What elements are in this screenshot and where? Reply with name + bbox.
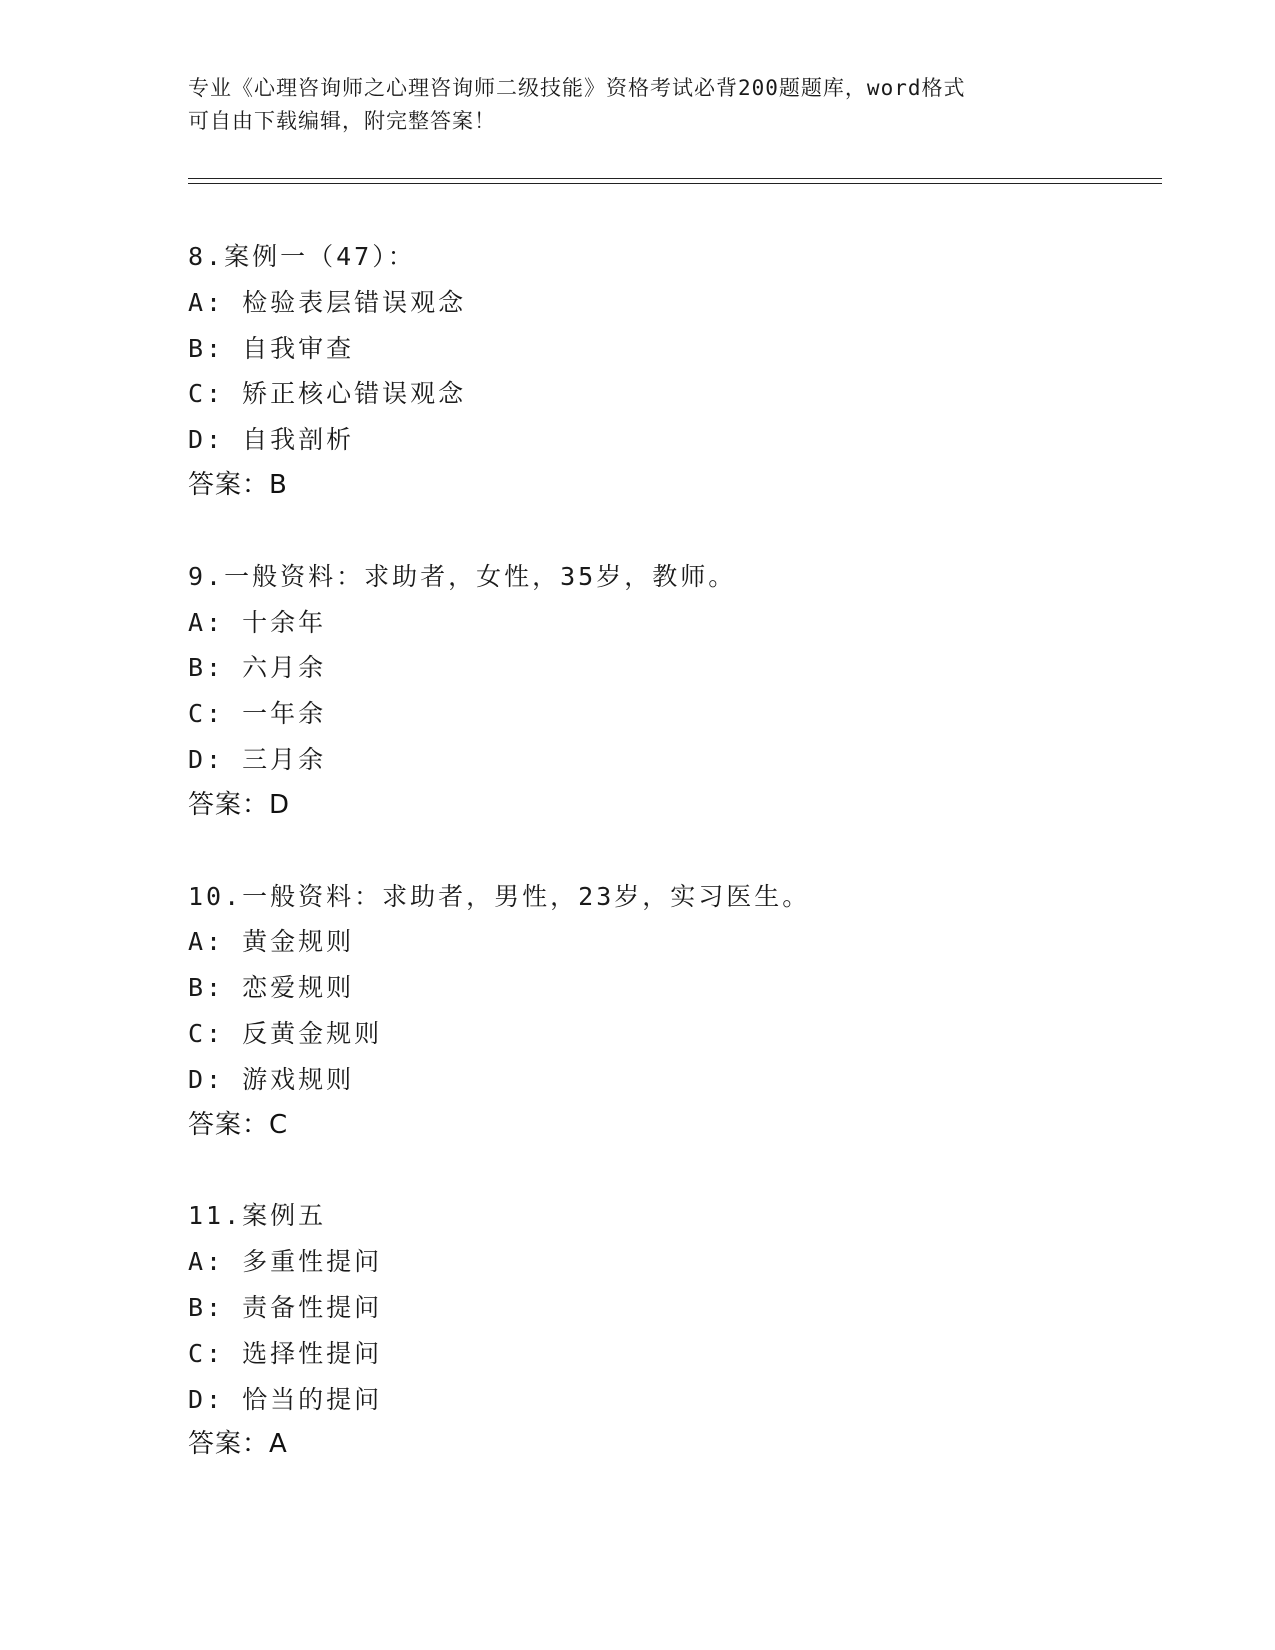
header-divider-top xyxy=(188,178,1162,179)
option-text: 矫正核心错误观念 xyxy=(242,379,467,409)
option-text: 游戏规则 xyxy=(242,1064,355,1094)
question-list xyxy=(188,234,1138,1513)
option-c xyxy=(188,691,1138,737)
question-item xyxy=(188,1193,1138,1468)
option-c xyxy=(188,1331,1138,1377)
option-key: A: xyxy=(188,1247,225,1277)
document-header xyxy=(188,72,1088,138)
option-b xyxy=(188,1285,1138,1331)
option-key: A: xyxy=(188,927,225,957)
option-text: 选择性提问 xyxy=(242,1338,383,1368)
option-key: D: xyxy=(188,1384,225,1414)
option-a xyxy=(188,280,1138,326)
option-text: 自我剖析 xyxy=(242,425,355,455)
option-key: B: xyxy=(188,973,225,1003)
option-text: 一年余 xyxy=(242,699,327,729)
question-item xyxy=(188,554,1138,829)
option-key: A: xyxy=(188,607,225,637)
question-stem: 9.一般资料：求助者，女性，35岁，教师。 xyxy=(188,561,737,591)
answer-line: 答案：D xyxy=(188,789,291,820)
option-c xyxy=(188,1011,1138,1057)
option-text: 多重性提问 xyxy=(242,1247,383,1277)
question-stem: 10.一般资料：求助者，男性，23岁，实习医生。 xyxy=(188,881,811,911)
option-key: D: xyxy=(188,425,225,455)
option-text: 黄金规则 xyxy=(242,927,355,957)
option-text: 六月余 xyxy=(242,653,327,683)
option-c xyxy=(188,371,1138,417)
option-d xyxy=(188,737,1138,783)
option-key: D: xyxy=(188,744,225,774)
option-key: C: xyxy=(188,1338,225,1368)
option-d xyxy=(188,1377,1138,1423)
option-key: C: xyxy=(188,379,225,409)
answer-line: 答案：A xyxy=(188,1429,288,1460)
option-text: 检验表层错误观念 xyxy=(242,287,467,317)
question-stem: 11.案例五 xyxy=(188,1201,327,1231)
option-d xyxy=(188,1057,1138,1103)
answer-line: 答案：B xyxy=(188,469,288,500)
header-divider-bottom xyxy=(188,183,1162,184)
option-text: 恰当的提问 xyxy=(242,1384,383,1414)
question-stem: 8.案例一（47）： xyxy=(188,242,416,271)
option-a xyxy=(188,600,1138,646)
option-text: 反黄金规则 xyxy=(242,1018,383,1048)
option-text: 三月余 xyxy=(242,744,327,774)
option-d xyxy=(188,417,1138,463)
option-key: B: xyxy=(188,333,225,363)
question-item xyxy=(188,234,1138,509)
option-key: B: xyxy=(188,1292,225,1322)
header-line-2: 可自由下载编辑，附完整答案！ xyxy=(188,109,496,133)
option-key: C: xyxy=(188,1018,225,1048)
question-item xyxy=(188,874,1138,1149)
option-text: 自我审查 xyxy=(242,333,355,363)
option-text: 十余年 xyxy=(242,607,327,637)
option-key: D: xyxy=(188,1064,225,1094)
option-key: A: xyxy=(188,287,225,317)
option-a xyxy=(188,1239,1138,1285)
option-b xyxy=(188,645,1138,691)
option-a xyxy=(188,919,1138,965)
option-key: C: xyxy=(188,699,225,729)
option-text: 责备性提问 xyxy=(242,1292,383,1322)
option-text: 恋爱规则 xyxy=(242,973,355,1003)
answer-line: 答案：C xyxy=(188,1109,289,1140)
header-line-1: 专业《心理咨询师之心理咨询师二级技能》资格考试必背200题题库，word格式 xyxy=(188,76,966,100)
option-key: B: xyxy=(188,653,225,683)
option-b xyxy=(188,965,1138,1011)
option-b xyxy=(188,326,1138,372)
